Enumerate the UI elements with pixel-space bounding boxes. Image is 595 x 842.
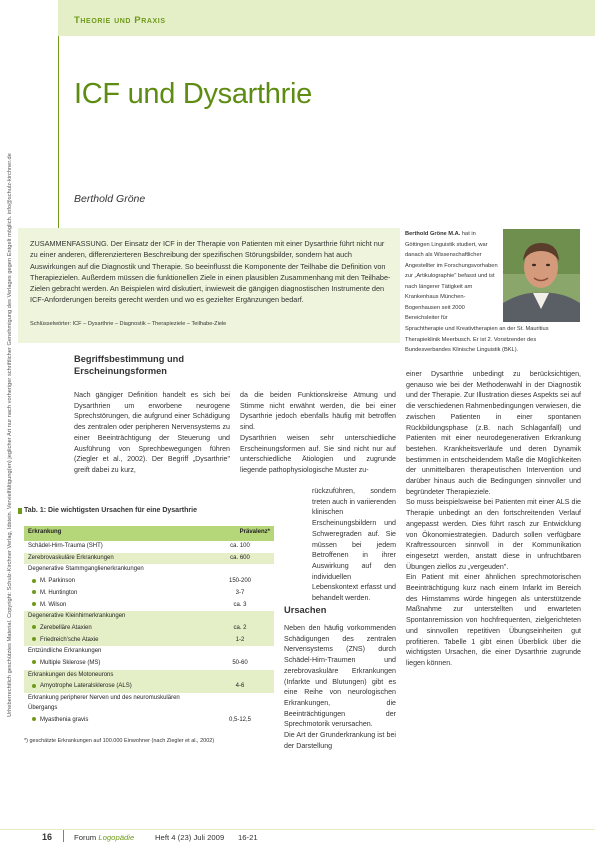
bullet-icon bbox=[32, 684, 36, 688]
table-row bbox=[24, 553, 274, 565]
bio-text: hat in Göttingen Linguistik studiert, war danach als Wissenschaftlicher Angestellter im Forschungsvorhaben zur „Artikulographie" befasst und ist nach längerer Tätigkeit am Krankenhaus München-Bogenhausen seit 2000 Bereichsleiter für bbox=[405, 231, 498, 321]
paragraph: Neben den häufig vorkommenden Schädigungen des zentralen Nervensystems (ZNS) durch Schädel-Hirn-Traumen und zerebrovaskuläre Erkrankungen (Infarkte und Blutungen) gibt es eine Reihe von neurologischen Erkrankungen, die Beeinträchtigungen der Sprechmotorik verursachen. bbox=[284, 624, 396, 729]
table-row bbox=[24, 635, 274, 647]
cell-text: M. Wilson bbox=[40, 601, 67, 608]
column-1-text bbox=[74, 390, 230, 476]
bullet-icon bbox=[32, 660, 36, 664]
table-cell-value: 3-7 bbox=[235, 589, 245, 596]
bullet-icon bbox=[32, 579, 36, 583]
table-cell-value: 4-6 bbox=[206, 681, 274, 693]
cell-text: Entzündliche Erkrankungen bbox=[28, 648, 102, 655]
table-cell-value: ca. 100 bbox=[230, 543, 250, 549]
paragraph: einer Dysarthrie unbedingt zu berücksichtigen, genauso wie bei der Methodenwahl in der Diagnostik und der Therapie. Zur Illustration dieses Aspekts sei auf die verschiedenen Rahmenbedingungen verwiesen, die zwischen Patienten in einer spontanen Rückbildungsphase (z.B. nach Schlaganfall) und Patienten mit einer neurodegenerativen Erkrankung bestehen. Krankheitsverläufe und deren Dynamik bestimmen in entscheidendem Maße die Möglichkeiten der unmittelbaren therapeutischen Intervention und darüber hinaus auch die Bedingungen sinnvoller und begründeter Therapieziele. bbox=[406, 370, 581, 496]
table-cell-label bbox=[24, 681, 206, 693]
table-row bbox=[24, 658, 274, 670]
page-number: 16 bbox=[42, 832, 53, 842]
journal-logopaedie: Logopädie bbox=[98, 833, 135, 842]
paragraph: Nach gängiger Definition handelt es sich bei Dysarthrien um erworbene neurogene Sprechstörungen, die aufgrund einer Schädigung des zentralen oder peripheren Nervensystems zu einer Beeinträchtigung der Steuerung und Ausführung von Sprechbewegungen führen (Ziegler et al., 2002). Der Begriff „Dysarthrie" greift dabei zu kurz, bbox=[74, 391, 230, 474]
author-bio-continued: Sprachtherapie und Kreativtherapien an der St. Mauritius Therapieklinik Meerbusch. Er ist 2. Vorsitzender des Bundesverbandes Klinische Linguistik (BKL). bbox=[405, 326, 549, 353]
cell-text: Myasthenia gravis bbox=[40, 716, 89, 723]
table-marker bbox=[18, 508, 22, 514]
table-row bbox=[24, 576, 274, 588]
paragraph: So muss beispielsweise bei Patienten mit einer ALS die Therapie unbedingt an den fortschreitenden Verlauf angepasst werden. Dies führt rasch zur Entwicklung von Ökonomiestrategien. Dadurch sollen verfügbare Kraftressourcen sinnvoll in der Kommunikation eingesetzt werden, anstatt diese in unfruchtbaren Übungen ziellos zu „vergeuden". bbox=[406, 498, 581, 571]
table-cell-value: 0,5-12,5 bbox=[228, 716, 252, 723]
table-row bbox=[24, 564, 274, 576]
table-cell-value: ca. 3 bbox=[233, 601, 247, 608]
table-header-row bbox=[24, 526, 274, 541]
table-cell-value bbox=[206, 564, 274, 576]
paragraph: Dysarthrien weisen sehr unterschiedliche Erscheinungsformen auf. Sie sind nicht nur auf unterschiedliche Ätiologien und zugrunde liegende pathophysiologische Muster zu- bbox=[240, 433, 396, 474]
table-row bbox=[24, 588, 274, 600]
heading-begriffsbestimmung: Begriffsbestimmung und Erscheinungsformen bbox=[74, 354, 185, 376]
column-header: Prävalenz* bbox=[206, 526, 274, 541]
table-cell-label bbox=[24, 541, 206, 553]
column-2-text-top bbox=[240, 390, 396, 476]
heading-ursachen: Ursachen bbox=[284, 605, 327, 615]
table-cell-value: 150-200 bbox=[228, 578, 252, 585]
table-cell-value: 50-60 bbox=[232, 660, 248, 667]
table-row bbox=[24, 681, 274, 693]
table-row bbox=[24, 715, 274, 727]
cell-text: Multiple Sklerose (MS) bbox=[40, 660, 101, 667]
cell-text: Degenerative Stammganglienerkrankungen bbox=[28, 566, 144, 573]
table-cell-value bbox=[206, 670, 274, 682]
table-row bbox=[24, 611, 274, 623]
column-3-text bbox=[406, 369, 581, 669]
table-row bbox=[24, 693, 274, 714]
author-name: Berthold Gröne bbox=[74, 193, 146, 205]
table-cell-label bbox=[24, 564, 206, 576]
author-photo bbox=[503, 229, 580, 322]
cell-text: M. Huntington bbox=[40, 589, 78, 596]
copyright-text: Urheberrechtlich geschütztes Material. Copyright: Schulz-Kirchner Verlag, Idstein. Vervielfältigung(en) jeglicher Art nur nach vorheriger schriftlicher Genehmigung des Verlages gegen Entgelt möglich. info@schulz-kirchner.de bbox=[7, 153, 13, 717]
cell-text: Erkrankungen des Motoneurons bbox=[28, 671, 114, 678]
table-row bbox=[24, 541, 274, 553]
bullet-icon bbox=[32, 590, 36, 594]
table-cell-label bbox=[24, 611, 206, 623]
table-cell-label bbox=[24, 600, 206, 612]
table-row bbox=[24, 670, 274, 682]
copyright-notice bbox=[3, 40, 17, 830]
table-cell-label bbox=[24, 623, 206, 635]
table-cell-label bbox=[24, 588, 206, 600]
table-cell-label bbox=[24, 715, 206, 727]
cell-text: Erkrankung peripherer Nerven und des neuromuskulären Übergangs bbox=[28, 695, 180, 711]
cell-text: Schädel-Hirn-Trauma (SHT) bbox=[28, 543, 103, 549]
table-cell-label bbox=[24, 635, 206, 647]
cell-text: Degenerative Kleinhirnerkrankungen bbox=[28, 613, 126, 620]
table-cell-value: ca. 600 bbox=[206, 553, 274, 565]
paragraph: rückzuführen, sondern treten auch in variierenden klinischen Erscheinungsbildern und Schweregraden auf. Sie müssen bei jedem Betroffenen in ihrer Auswirkung auf den individuellen Lebenskontext erfasst und behandelt werden. bbox=[312, 487, 396, 603]
footer-rule bbox=[0, 829, 595, 830]
table-cell-label bbox=[24, 693, 206, 714]
column-header: Erkrankung bbox=[24, 526, 206, 541]
cell-text: Friedreich'sche Ataxie bbox=[40, 636, 99, 643]
bullet-icon bbox=[32, 602, 36, 606]
page-range: 16-21 bbox=[238, 833, 258, 842]
footer-divider bbox=[63, 830, 64, 842]
table-cell-value bbox=[206, 693, 274, 714]
cell-text: M. Parkinson bbox=[40, 578, 76, 585]
table-cell-value: ca. 2 bbox=[206, 623, 274, 635]
journal-forum: Forum bbox=[74, 833, 97, 842]
column-2-text-ursachen bbox=[284, 623, 396, 751]
table-cell-value: 1-2 bbox=[206, 635, 274, 647]
cell-text: Amyotrophe Lateralsklerose (ALS) bbox=[40, 683, 132, 690]
article-title: ICF und Dysarthrie bbox=[74, 78, 312, 110]
table-cell-value bbox=[206, 646, 274, 658]
bullet-icon bbox=[32, 637, 36, 641]
paragraph: Ein Patient mit einer ähnlichen sprechmotorischen Beeinträchtigung kurz nach einem Infarkt im Bereich des Hirnstamms würde hingegen als unterstützende Maßnahme zur unterstellten und erwarteten Spontanremission von hochfrequenten, zielgerichteten und sinnvollen repetitiven Übungseinheiten gut profitieren. Tabelle 1 gibt einen Überblick über die wichtigsten Ursachen, die einer Dysarthrie zugrunde liegen können. bbox=[406, 573, 581, 667]
cell-text: Zerebelläre Ataxien bbox=[40, 624, 92, 631]
author-bio bbox=[405, 229, 500, 324]
table-row bbox=[24, 600, 274, 612]
keywords: Schlüsselwörter: ICF – Dysarthrie – Diagnostik – Therapieziele – Teilhabe-Ziele bbox=[30, 321, 227, 327]
table-footnote: *) geschätzte Erkrankungen auf 100.000 Einwohner (nach Ziegler et al., 2002) bbox=[24, 738, 215, 744]
table-cell-value bbox=[206, 611, 274, 623]
issue-info: Heft 4 (23) Juli 2009 bbox=[155, 833, 225, 842]
paragraph: da die beiden Funktionskreise Atmung und Stimme nicht erwähnt werden, die bei einer Dysarthrie jedoch ebenfalls häufig mit betroffen sind. bbox=[240, 391, 396, 432]
column-2-text-narrow bbox=[312, 486, 396, 604]
table-cell-label bbox=[24, 670, 206, 682]
bullet-icon bbox=[32, 625, 36, 629]
bio-name: Berthold Gröne M.A. bbox=[405, 231, 461, 237]
causes-table bbox=[24, 526, 274, 726]
table-row bbox=[24, 646, 274, 658]
paragraph: Die Art der Grunderkrankung ist bei der Darstellung bbox=[284, 731, 396, 750]
journal-name bbox=[74, 833, 134, 842]
table-row bbox=[24, 623, 274, 635]
cell-text: Zerebrovaskuläre Erkrankungen bbox=[28, 554, 114, 561]
bullet-icon bbox=[32, 717, 36, 721]
table-cell-label bbox=[24, 553, 206, 565]
table-title: Tab. 1: Die wichtigsten Ursachen für eine Dysarthrie bbox=[24, 507, 197, 514]
table-cell-label bbox=[24, 658, 206, 670]
abstract: ZUSAMMENFASSUNG. Der Einsatz der ICF in der Therapie von Patienten mit einer Dysarthrie führt nicht nur zu einer anderen, differenzierteren Beschreibung der spezifischen Störungsbilder, sondern hat auch Auswirkungen auf die Diagnostik und Therapie. So beeinflusst die Komponente der Teilhabe die Definition von Therapiezielen. Außerdem müssen die funktionellen Ziele in einen plausiblen Zusammenhang mit den Teilhabe-Zielen gebracht werden. An Beispielen wird diskutiert, inwieweit die gängigen diagnostischen Instrumente den ICF-Anforderungen bereits gerecht werden und wo es gezielter Ergänzungen bedarf. bbox=[30, 239, 391, 305]
table-cell-label bbox=[24, 576, 206, 588]
section-title: Theorie und Praxis bbox=[74, 15, 166, 26]
table-cell-label bbox=[24, 646, 206, 658]
